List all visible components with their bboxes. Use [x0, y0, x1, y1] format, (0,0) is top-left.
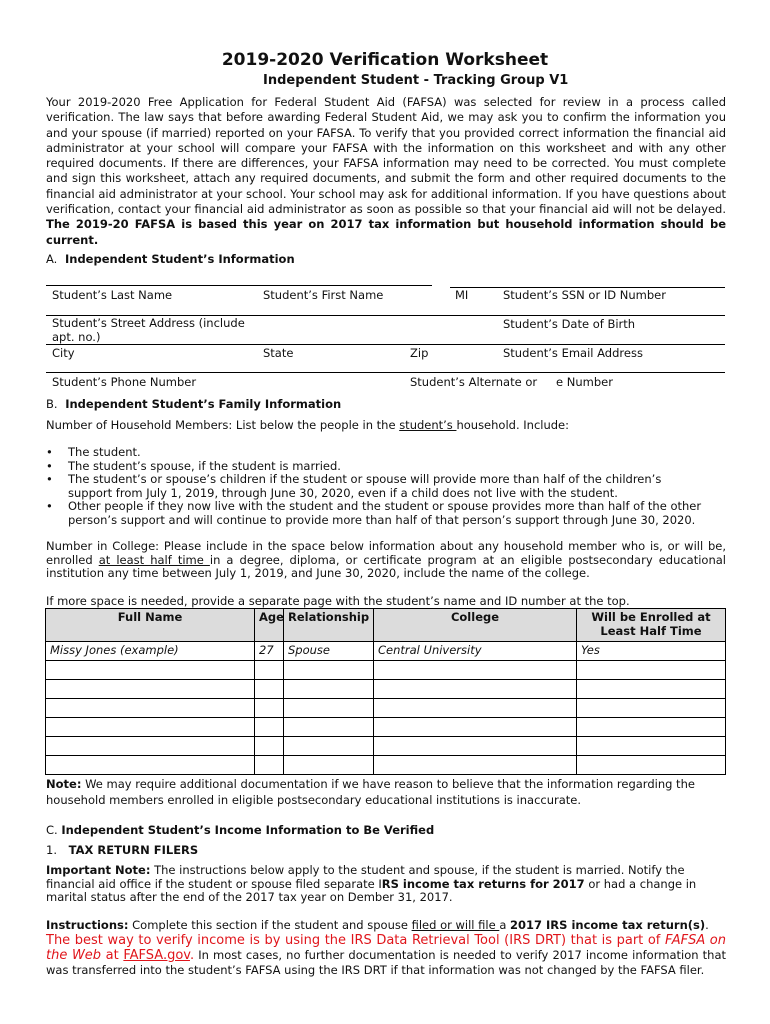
table-cell[interactable] — [577, 661, 726, 680]
table-cell[interactable] — [284, 699, 374, 718]
alt-phone-label-2: e Number — [556, 375, 613, 389]
household-bullet-item: • Other people if they now live with the student and the student or spouse provides more than half of the other person’s support and will continue to provide more than half of that person’s support through June 30, 2020. — [46, 500, 706, 527]
intro-bold-text: The 2019-20 FAFSA is based this year on 2017 tax information but household information should be current. — [46, 217, 726, 247]
instructions-text-3: . — [705, 918, 709, 932]
section-b-heading — [46, 397, 341, 411]
example-relationship: Spouse — [284, 642, 374, 661]
table-cell[interactable] — [577, 737, 726, 756]
table-cell[interactable] — [577, 699, 726, 718]
ssn-label: Student’s SSN or ID Number — [503, 288, 666, 302]
instructions-underlined: filed or will file — [411, 918, 500, 932]
table-cell[interactable] — [46, 718, 255, 737]
table-cell[interactable] — [255, 737, 284, 756]
col-header-college: College — [374, 609, 577, 642]
page-title: 2019-2020 Verification Worksheet — [221, 50, 549, 70]
college-text-2: in a degree, diploma, or certificate program at an eligible postsecondary educational institution any time between July 1, 2019, and June 30, 2020, include the name of the college. — [46, 552, 727, 580]
table-cell[interactable] — [284, 756, 374, 775]
intro-text: Your 2019-2020 Free Application for Federal Student Aid (FAFSA) was selected for review in a process called verification. The law says that before awarding Federal Student Aid, we may ask you to confirm the information you and your spouse (if married) reported on your FAFSA. To verify that you provided correct information the financial aid administrator at your school will compare your FAFSA with the information on this worksheet and with any other required documents. If there are differences, your FAFSA information may need to be corrected. You must complete and sign this worksheet, attach any required documents, and submit the form and other required documents to the financial aid administrator at your school. Your school may ask for additional information. If you have questions about verification, contact your financial aid administrator as soon as possible so that your financial aid will not be delayed. — [46, 95, 726, 217]
table-cell[interactable] — [284, 737, 374, 756]
more-space-text: If more space is needed, provide a separate page with the student’s name and ID number at the top. — [46, 594, 630, 608]
section-b-prefix: B. — [46, 397, 58, 411]
table-row — [46, 756, 726, 775]
section-a-heading — [46, 252, 295, 266]
table-cell[interactable] — [577, 680, 726, 699]
col-header-age: Age — [255, 609, 284, 642]
sub-title: TAX RETURN FILERS — [68, 843, 199, 857]
intro-paragraph — [46, 95, 726, 248]
tax-return-filers-heading — [46, 843, 198, 857]
table-cell[interactable] — [374, 699, 577, 718]
example-full-name: Missy Jones (example) — [46, 642, 255, 661]
last-name-label: Student’s Last Name — [52, 288, 173, 302]
example-college: Central University — [374, 642, 577, 661]
college-underlined: at least half time — [98, 552, 210, 567]
first-name-label: Student’s First Name — [263, 288, 384, 302]
col-header-relationship: Relationship — [284, 609, 374, 642]
table-cell[interactable] — [374, 718, 577, 737]
drt-text-3: . — [189, 948, 195, 963]
page-subtitle: Independent Student - Tracking Group V1 — [263, 73, 569, 88]
important-bold: RS income tax returns for 2017 — [381, 876, 585, 891]
important-text-2: or had a change in marital status after the end of the 2017 tax year on Dember 31, 2017. — [46, 876, 697, 904]
household-bullet-item: • The student’s spouse, if the student is married. — [46, 460, 706, 474]
table-cell[interactable] — [374, 756, 577, 775]
table-row — [46, 680, 726, 699]
table-cell[interactable] — [374, 680, 577, 699]
table-cell[interactable] — [255, 680, 284, 699]
note-paragraph — [46, 777, 726, 808]
city-field-line[interactable] — [46, 344, 725, 345]
table-cell[interactable] — [46, 737, 255, 756]
household-members-text — [46, 418, 569, 432]
note-label: Note: — [46, 777, 82, 791]
table-cell[interactable] — [255, 756, 284, 775]
col-header-enrolled: Will be Enrolled at Least Half Time — [577, 609, 726, 642]
household-table — [45, 608, 726, 775]
table-row — [46, 661, 726, 680]
table-cell[interactable] — [46, 661, 255, 680]
table-cell[interactable] — [577, 718, 726, 737]
household-bullet-item: • The student’s or spouse’s children if the student or spouse will provide more than half of the children’s support from July 1, 2019, through June 30, 2020, even if a child does not live with the student. — [46, 473, 706, 500]
drt-rest-text: In most cases, no further documentation is needed to verify 2017 income information that was transferred into the student’s FAFSA using the IRS DRT if that information was not changed by the FAFSA filer. — [46, 948, 727, 977]
section-c-title: Independent Student’s Income Information to Be Verified — [61, 823, 435, 837]
drt-text-2: at — [101, 948, 124, 963]
col-header-full-name: Full Name — [46, 609, 255, 642]
household-post: household. Include: — [456, 418, 569, 432]
city-label: City — [52, 346, 75, 360]
name-field-line[interactable] — [46, 285, 432, 286]
important-text-1: The instructions below apply to the student and spouse, if the student is married. Notify the financial aid office if the student or spouse filed separate I — [46, 863, 685, 891]
instructions-paragraph — [46, 918, 726, 978]
table-cell[interactable] — [255, 718, 284, 737]
table-cell[interactable] — [284, 680, 374, 699]
table-cell[interactable] — [46, 680, 255, 699]
table-cell[interactable] — [255, 661, 284, 680]
table-row — [46, 699, 726, 718]
phone-label: Student’s Phone Number — [52, 375, 197, 389]
section-c-prefix: C. — [46, 823, 58, 837]
example-age: 27 — [255, 642, 284, 661]
mi-label: MI — [455, 288, 469, 302]
household-bullet-list — [46, 446, 706, 527]
table-row — [46, 718, 726, 737]
college-text-1: Number in College: Please include in the space below information about any household member who is, or will be, enrolled — [46, 539, 726, 567]
dob-label: Student’s Date of Birth — [503, 317, 636, 331]
section-a-title: Independent Student’s Information — [64, 252, 295, 266]
table-cell[interactable] — [284, 718, 374, 737]
drt-text-1: The best way to verify income is by using the IRS Data Retrieval Tool (IRS DRT) that is part of — [46, 933, 665, 948]
household-underlined: student’s — [399, 418, 457, 432]
note-text: We may require additional documentation if we have reason to believe that the information regarding the household members enrolled in eligible postsecondary educational institutions is inaccurate. — [46, 777, 695, 807]
zip-label: Zip — [410, 346, 429, 360]
state-label: State — [263, 346, 294, 360]
important-note-paragraph — [46, 864, 726, 905]
table-row-example — [46, 642, 726, 661]
example-enrolled: Yes — [577, 642, 726, 661]
household-pre: Number of Household Members: List below the people in the — [46, 418, 400, 432]
instructions-label: Instructions: — [46, 918, 129, 932]
table-cell[interactable] — [255, 699, 284, 718]
important-label: Important Note: — [46, 863, 151, 877]
table-cell[interactable] — [284, 661, 374, 680]
table-header-row — [46, 609, 726, 642]
table-cell[interactable] — [374, 737, 577, 756]
alt-phone-label: Student’s Alternate or — [410, 375, 538, 389]
table-cell[interactable] — [577, 756, 726, 775]
instructions-bold: 2017 IRS income tax return(s) — [510, 918, 706, 932]
section-c-heading — [46, 823, 434, 837]
section-b-title: Independent Student’s Family Information — [65, 397, 342, 411]
instructions-text-2: a — [499, 918, 511, 932]
instructions-text-1: Complete this section if the student and spouse — [128, 918, 412, 932]
section-a-prefix: A. — [46, 252, 58, 266]
table-cell[interactable] — [374, 661, 577, 680]
email-label: Student’s Email Address — [503, 346, 643, 360]
fafsa-gov-link[interactable]: FAFSA.gov — [123, 948, 190, 963]
table-cell[interactable] — [46, 756, 255, 775]
table-cell[interactable] — [46, 699, 255, 718]
phone-field-line[interactable] — [46, 372, 725, 373]
table-row — [46, 737, 726, 756]
sub-number: 1. — [46, 843, 57, 857]
household-bullet-item: • The student. — [46, 446, 706, 460]
street-address-label: Student’s Street Address (include apt. no.) — [52, 316, 245, 344]
drt-italic: FAFSA on the Web — [46, 933, 726, 963]
number-in-college-text — [46, 540, 726, 581]
